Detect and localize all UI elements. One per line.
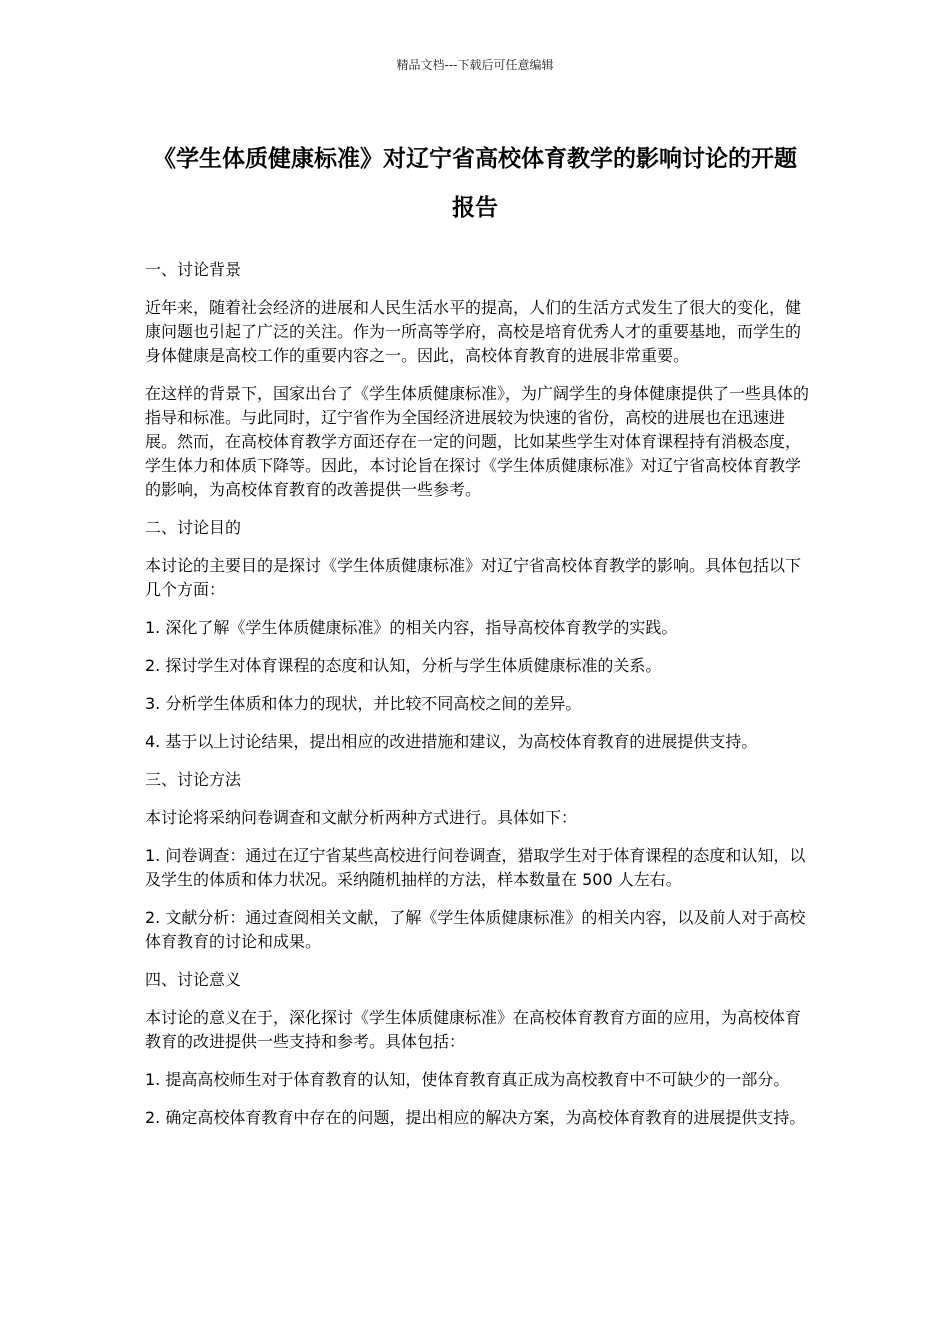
section-heading: 三、讨论方法	[145, 770, 242, 789]
list-item: 2. 文献分析：通过查阅相关文献，了解《学生体质健康标准》的相关内容，以及前人对于高校体育教育的讨论和成果。	[145, 908, 806, 951]
list-item: 2. 确定高校体育教育中存在的问题，提出相应的解决方案，为高校体育教育的进展提供支持。	[145, 1108, 806, 1127]
document-title: 《学生体质健康标准》对辽宁省高校体育教学的影响讨论的开题报告	[153, 146, 797, 221]
paragraph: 本讨论将采纳问卷调查和文献分析两种方式进行。具体如下：	[145, 808, 578, 827]
list-item: 4. 基于以上讨论结果，提出相应的改进措施和建议，为高校体育教育的进展提供支持。	[145, 732, 758, 751]
header-note: 精品文档---下载后可任意编辑	[396, 58, 554, 72]
paragraph: 在这样的背景下，国家出台了《学生体质健康标准》，为广阔学生的身体健康提供了一些具体的指导和标准。与此同时，辽宁省作为全国经济进展较为快速的省份，高校的进展也在迅速进展。然而，在高校体育教学方面还存在一定的问题，比如某些学生对体育课程持有消极态度，学生体力和体质下降等。因此，本讨论旨在探讨《学生体质健康标准》对辽宁省高校体育教学的影响，为高校体育教育的改善提供一些参考。	[145, 384, 810, 499]
list-item: 3. 分析学生体质和体力的现状，并比较不同高校之间的差异。	[145, 694, 582, 713]
document-body	[145, 258, 810, 1144]
list-item: 1. 提高高校师生对于体育教育的认知，使体育教育真正成为高校教育中不可缺少的一部分。	[145, 1070, 790, 1089]
section-background	[145, 258, 810, 502]
section-purpose	[145, 516, 810, 754]
paragraph: 本讨论的主要目的是探讨《学生体质健康标准》对辽宁省高校体育教学的影响。具体包括以下几个方面：	[145, 556, 802, 599]
paragraph: 本讨论的意义在于，深化探讨《学生体质健康标准》在高校体育教育方面的应用，为高校体育教育的改进提供一些支持和参考。具体包括：	[145, 1008, 802, 1051]
section-significance	[145, 968, 810, 1130]
paragraph: 近年来，随着社会经济的进展和人民生活水平的提高，人们的生活方式发生了很大的变化，健康问题也引起了广泛的关注。作为一所高等学府，高校是培育优秀人才的重要基地，而学生的身体健康是高校工作的重要内容之一。因此，高校体育教育的进展非常重要。	[145, 298, 802, 365]
list-item: 2. 探讨学生对体育课程的态度和认知，分析与学生体质健康标准的关系。	[145, 656, 662, 675]
section-heading: 一、讨论背景	[145, 260, 242, 279]
section-heading: 四、讨论意义	[145, 970, 242, 989]
list-item: 1. 深化了解《学生体质健康标准》的相关内容，指导高校体育教学的实践。	[145, 618, 678, 637]
section-method	[145, 768, 810, 954]
list-item: 1. 问卷调查：通过在辽宁省某些高校进行问卷调查，猎取学生对于体育课程的态度和认知，以及学生的体质和体力状况。采纳随机抽样的方法，样本数量在 500 人左右。	[145, 846, 806, 889]
section-heading: 二、讨论目的	[145, 518, 242, 537]
